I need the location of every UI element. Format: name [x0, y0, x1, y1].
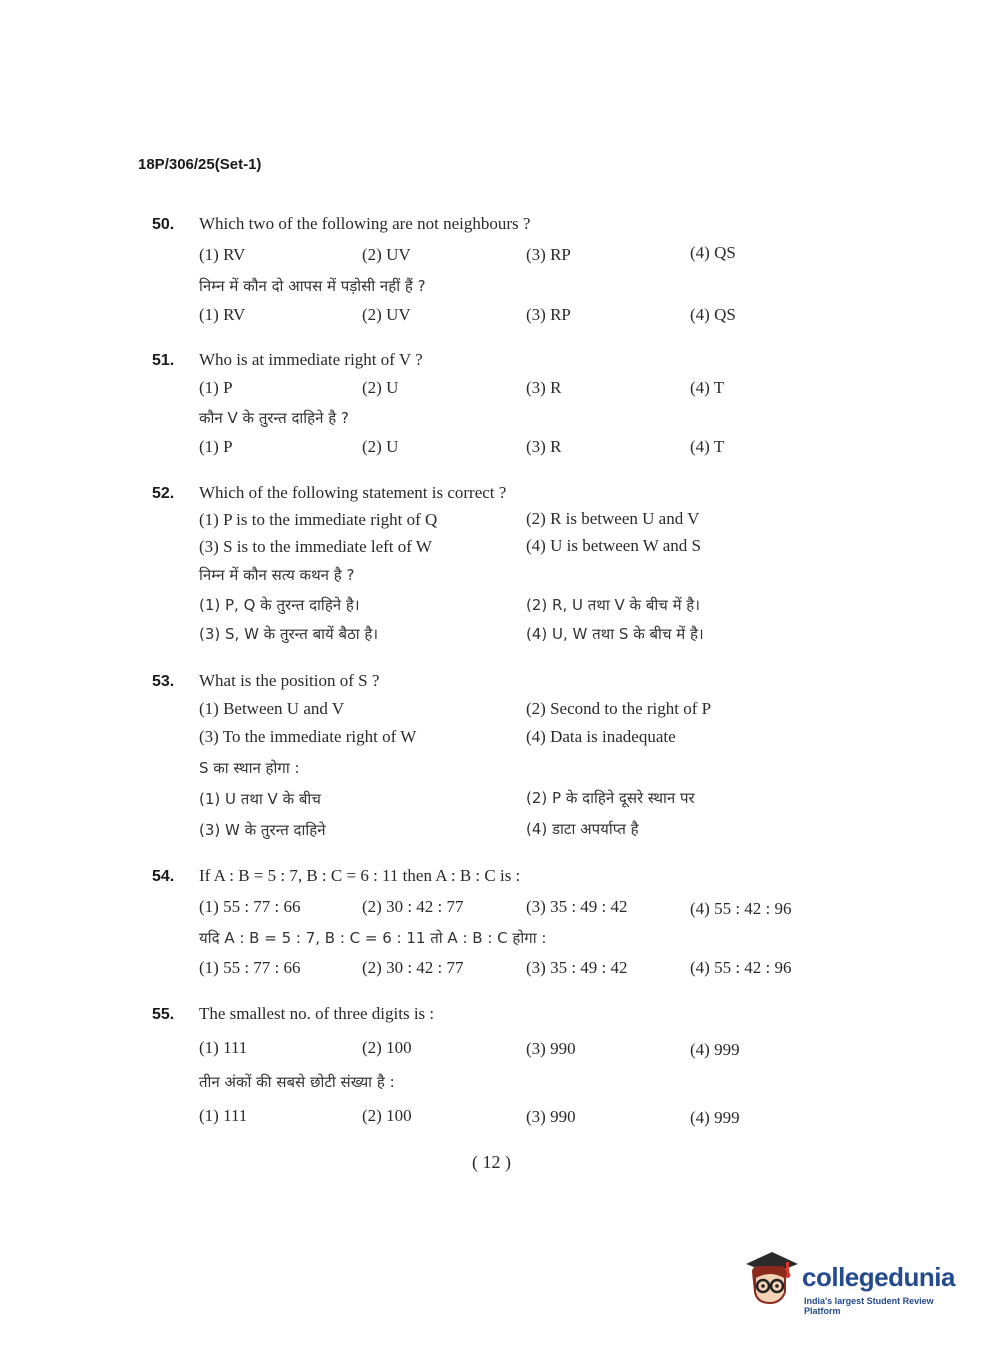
graduate-mascot-icon — [742, 1248, 800, 1308]
question-number: 50. — [152, 216, 175, 233]
question-text-hi: निम्न में कौन दो आपस में पड़ोसी नहीं हैं ? — [199, 277, 426, 295]
question-text-hi: निम्न में कौन सत्य कथन है ? — [199, 566, 355, 584]
question-text-hi: यदि A : B = 5 : 7, B : C = 6 : 11 तो A : B : C होगा : — [199, 929, 547, 947]
option-2-hi: (2) 30 : 42 : 77 — [362, 958, 464, 977]
option-2-en: (2) R is between U and V — [526, 509, 700, 528]
option-3-en: (3) 990 — [526, 1039, 576, 1058]
option-1-hi: (1) RV — [199, 305, 246, 324]
option-2-en: (2) UV — [362, 245, 411, 264]
question-text-en: If A : B = 5 : 7, B : C = 6 : 11 then A : B : C is : — [199, 866, 521, 885]
option-1-en: (1) RV — [199, 245, 246, 264]
option-3-en: (3) S is to the immediate left of W — [199, 537, 432, 556]
logo-name: collegedunia — [802, 1262, 955, 1292]
option-3-en: (3) 35 : 49 : 42 — [526, 897, 628, 916]
option-2-en: (2) U — [362, 378, 399, 397]
option-4-en: (4) QS — [690, 243, 736, 262]
question-text-en: Which of the following statement is correct ? — [199, 483, 507, 502]
question-number: 52. — [152, 485, 175, 502]
option-3-en: (3) RP — [526, 245, 571, 264]
question-number: 54. — [152, 868, 175, 885]
option-1-hi: (1) P, Q के तुरन्त दाहिने है। — [199, 596, 360, 614]
option-2-en: (2) 100 — [362, 1038, 412, 1057]
question-text-hi: S का स्थान होगा : — [199, 759, 300, 777]
option-4-hi: (4) U, W तथा S के बीच में है। — [526, 625, 704, 643]
question-text-hi: कौन V के तुरन्त दाहिने है ? — [199, 409, 349, 427]
option-4-hi: (4) डाटा अपर्याप्त है — [526, 820, 639, 838]
paper-code: 18P/306/25(Set-1) — [138, 156, 262, 173]
option-1-en: (1) Between U and V — [199, 699, 345, 718]
option-4-en: (4) U is between W and S — [526, 536, 702, 555]
option-2-en: (2) 30 : 42 : 77 — [362, 897, 464, 916]
option-1-en: (1) P is to the immediate right of Q — [199, 510, 438, 529]
option-2-hi: (2) UV — [362, 305, 411, 324]
option-3-hi: (3) RP — [526, 305, 571, 324]
question-text-en: The smallest no. of three digits is : — [199, 1004, 435, 1023]
option-4-en: (4) 999 — [690, 1040, 740, 1059]
question-number: 55. — [152, 1006, 175, 1023]
option-4-hi: (4) 999 — [690, 1108, 740, 1127]
option-4-hi: (4) T — [690, 437, 725, 456]
option-4-hi: (4) QS — [690, 305, 736, 324]
question-text-en: Which two of the following are not neighbours ? — [199, 214, 531, 233]
option-3-hi: (3) W के तुरन्त दाहिने — [199, 821, 326, 839]
option-1-hi: (1) 111 — [199, 1106, 248, 1125]
option-4-en: (4) 55 : 42 : 96 — [690, 899, 792, 918]
option-1-en: (1) P — [199, 378, 233, 397]
option-3-hi: (3) R — [526, 437, 562, 456]
option-1-hi: (1) 55 : 77 : 66 — [199, 958, 301, 977]
option-1-en: (1) 111 — [199, 1038, 248, 1057]
option-4-hi: (4) 55 : 42 : 96 — [690, 958, 792, 977]
question-text-en: What is the position of S ? — [199, 671, 380, 690]
question-number: 53. — [152, 673, 175, 690]
option-2-en: (2) Second to the right of P — [526, 699, 712, 718]
option-1-hi: (1) P — [199, 437, 233, 456]
option-2-hi: (2) U — [362, 437, 399, 456]
option-1-hi: (1) U तथा V के बीच — [199, 790, 321, 808]
option-3-hi: (3) 990 — [526, 1107, 576, 1126]
question-number: 51. — [152, 352, 175, 369]
option-2-hi: (2) R, U तथा V के बीच में है। — [526, 596, 700, 614]
collegedunia-logo[interactable] — [742, 1248, 972, 1314]
page-number: ( 12 ) — [472, 1152, 511, 1172]
option-3-en: (3) R — [526, 378, 562, 397]
option-3-hi: (3) S, W के तुरन्त बायें बैठा है। — [199, 625, 379, 643]
option-3-en: (3) To the immediate right of W — [199, 727, 417, 746]
option-3-hi: (3) 35 : 49 : 42 — [526, 958, 628, 977]
question-text-en: Who is at immediate right of V ? — [199, 350, 423, 369]
logo-tagline: India's largest Student Review Platform — [804, 1296, 934, 1316]
option-2-hi: (2) P के दाहिने दूसरे स्थान पर — [526, 789, 695, 807]
option-4-en: (4) Data is inadequate — [526, 727, 676, 746]
option-2-hi: (2) 100 — [362, 1106, 412, 1125]
option-4-en: (4) T — [690, 378, 725, 397]
option-1-en: (1) 55 : 77 : 66 — [199, 897, 301, 916]
question-text-hi: तीन अंकों की सबसे छोटी संख्या है : — [199, 1073, 395, 1091]
